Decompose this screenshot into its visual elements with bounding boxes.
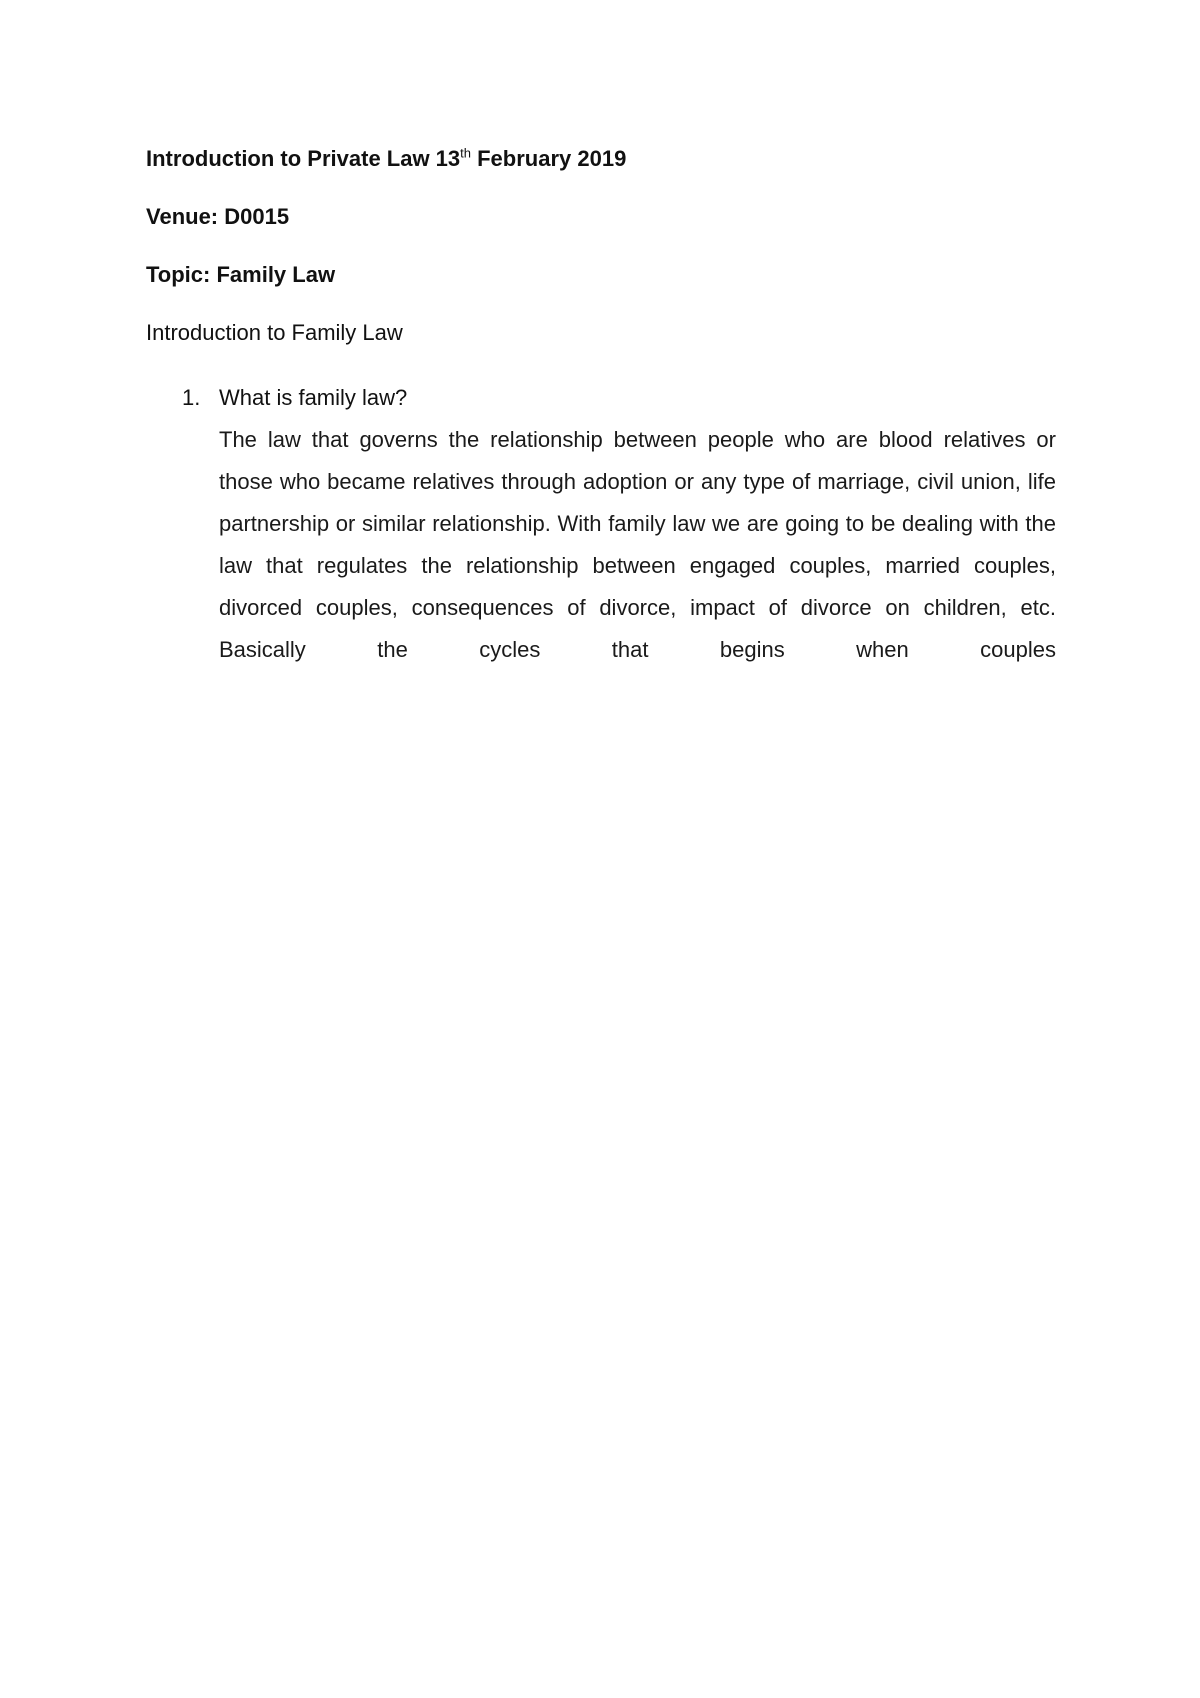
list-item-question: What is family law? [219,385,408,410]
section-heading: Introduction to Family Law [146,320,403,345]
numbered-list [146,377,1056,671]
venue-line: Venue: D0015 [146,204,290,229]
list-item [146,377,1056,671]
title-superscript: th [460,145,471,161]
list-item-answer: The law that governs the relationship between people who are blood relatives or those who became relatives through adoption or any type of marriage, civil union, life partnership or similar relationship. With family law we are going to be dealing with the law that regulates the relationship between engaged couples, married couples, divorced couples, consequences of divorce, impact of divorce on children, etc. Basically the cycles that begins when couples [219,427,1056,662]
topic-line: Topic: Family Law [146,262,336,287]
title-rest-text: February 2019 [471,146,627,171]
title-main-text: Introduction to Private Law 13 [146,146,461,171]
list-item-number: 1. [182,385,201,410]
document-title [146,144,626,174]
